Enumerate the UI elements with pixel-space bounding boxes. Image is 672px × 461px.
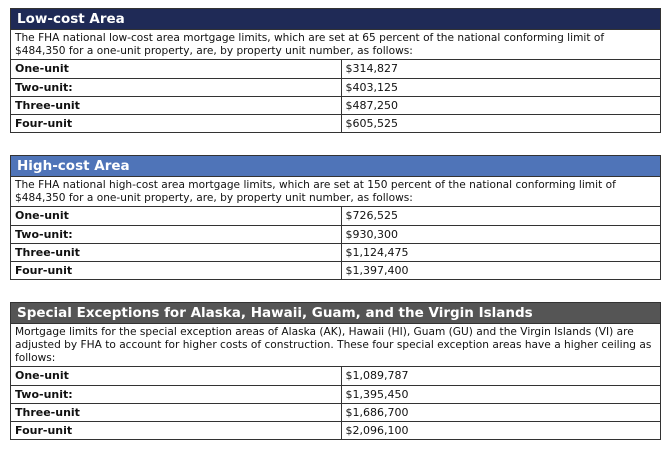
limit-value: $726,525 [345,209,398,223]
table-row [11,385,660,403]
unit-label: Three-unit [11,243,341,261]
table-row [11,367,660,385]
special-exceptions-limits-table [11,367,660,439]
limit-value: $930,300 [341,225,660,243]
unit-label: One-unit [11,207,341,225]
high-cost-area-description: The FHA national high-cost area mortgage limits, which are set at 150 percent of the national conforming limit of $484,350 for a one-unit property, are, by property unit number, as follows: [11,177,660,207]
limit-value: $1,686,700 [341,403,660,421]
limit-value: $487,250 [341,96,660,114]
unit-label: Two-unit: [11,78,341,96]
low-cost-area-title: Low-cost Area [11,9,660,30]
unit-label: Three-unit [11,403,341,421]
table-row [11,225,660,243]
limit-value: $1,395,450 [341,385,660,403]
unit-label: One-unit [11,60,341,78]
high-cost-area-title: High-cost Area [11,156,660,177]
table-row [11,96,660,114]
limit-value: $1,397,400 [341,261,660,279]
unit-label: Three-unit [11,96,341,114]
limit-value: $605,525 [341,114,660,132]
limit-value: $1,089,787 [345,369,409,383]
table-row [11,421,660,439]
unit-label: Two-unit: [11,225,341,243]
table-row [11,60,660,78]
table-row [11,114,660,132]
table-row [11,207,660,225]
unit-label: Four-unit [11,114,341,132]
unit-label: Four-unit [11,261,341,279]
table-row [11,403,660,421]
high-cost-limits-table [11,207,660,279]
unit-label: Four-unit [11,421,341,439]
limit-value: $403,125 [341,78,660,96]
limit-value: $2,096,100 [341,421,660,439]
limit-value: $314,827 [345,62,398,76]
low-cost-area-description: The FHA national low-cost area mortgage limits, which are set at 65 percent of the national conforming limit of $484,350 for a one-unit property, are, by property unit number, as follows: [11,30,660,60]
special-exceptions-description: Mortgage limits for the special exception areas of Alaska (AK), Hawaii (HI), Guam (GU) and the Virgin Islands (VI) are adjusted by FHA to account for higher costs of construction. These four special exception areas have a higher ceiling as follows: [11,324,660,367]
low-cost-limits-table [11,60,660,132]
table-row [11,243,660,261]
table-row [11,261,660,279]
special-exceptions-title: Special Exceptions for Alaska, Hawaii, Guam, and the Virgin Islands [11,303,660,324]
limit-value: $1,124,475 [341,243,660,261]
high-cost-area-section [10,155,661,280]
special-exceptions-section [10,302,661,440]
low-cost-area-section [10,8,661,133]
unit-label: One-unit [11,367,341,385]
unit-label: Two-unit: [11,385,341,403]
table-row [11,78,660,96]
